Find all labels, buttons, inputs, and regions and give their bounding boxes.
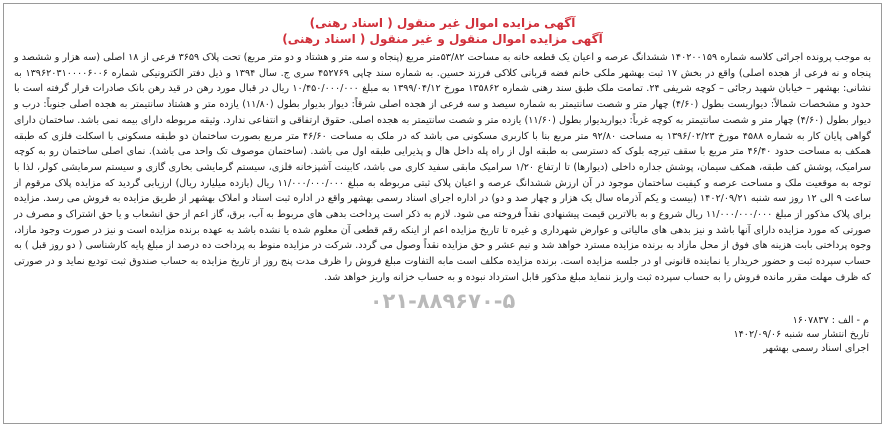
notice-title: آگهی مزایده اموال غیر منقول ( اسناد رهنی) xyxy=(309,16,576,30)
notice-body xyxy=(14,50,871,286)
phone-watermark: ۰۲۱-۸۸۹۶۷۰-۵ xyxy=(369,288,516,313)
notice-subtitle: آگهی مزایده اموال منقول و غیر منقول ( اسناد رهنی) xyxy=(282,32,603,46)
auction-notice xyxy=(3,3,882,424)
notice-footer xyxy=(4,314,869,356)
issuing-office: اجرای اسناد رسمی بهشهر xyxy=(763,342,869,354)
publish-date: تاریخ انتشار سه شنبه ۱۴۰۲/۰۹/۰۶ xyxy=(733,328,869,340)
notice-header xyxy=(4,16,881,47)
notice-paragraph: به موجب پرونده اجرائی کلاسه شماره ۱۴۰۲۰۰۱۵۹ ششدانگ عرصه و اعیان یک قطعه خانه به مساحت ۵۳/۸۲متر مربع (پنجاه و سه متر و هشتاد و دو متر مربع) تحت پلاک ۳۶۵۹ فرعی از ۱۸ اصلی (سه هزار و ششصد و پنجاه و نه فرعی از هجده اصلی) واقع در بخش ۱۷ ثبت بهشهر ملکی خانم فضه قربانی کلاکی فرزند حسین. به شماره سند چاپی ۴۵۲۷۶۹ سری ج. سال ۱۳۹۴ و ذیل دفتر الکترونیکی شماره ۱۳۹۶۲۰۳۱۰۰۰۰۶۰۰۶ به نشانی: بهشهر – خیابان شهید رجائی – کوچه شریفی ۲۴. تمامت ملک طبق سند رهنی شماره ۱۳۵۸۶۲ مورخ ۱۳۹۹/۰۴/۱۲ به مبلغ ۱۰/۴۵۰/۰۰۰/۰۰۰ ریال در قبال مورد رهن در قید رهن بانک صادرات قرار گرفته است با حدود و مشخصات شمالاً: دیواریست بطول (۴/۶۰) چهار متر و شصت سانتیمتر به شماره سیصد و سه فرعی از هجده اصلی شرقاً: دیوار بدیوار بطول (۱۱/۸۰) یازده متر و هشتاد سانتیمتر به هجده اصلی جنوباً: درب و دیوار بطول (۴/۶۰) چهار متر و شصت سانتیمتر به کوچه غرباً: دیواریدیوار بطول (۱۱/۶۰) یازده متر و شصت سانتیمتر به هجده اصلی. حقوق ارتفاقی و انتفاعی ندارد. وثیقه مربوطه دارای بیمه نمی باشد. ساختمان دارای گواهی پایان کار به شماره ۴۵۸۸ مورخ ۱۳۹۶/۰۲/۲۳ به مساحت ۹۲/۸۰ متر مربع بنا با کاربری مسکونی می باشد که در ملک به مساحت ۴۶/۶۰ متر مربع بصورت ساختمان دو طبقه مسکونی با اسکلت فلزی که طبقه همکف به مساحت حدود ۴۶/۴۰ متر مربع با سقف تیرچه بلوک که دسترسی به طبقه اول از راه پله داخل هال و پذیرایی طبقه اول می باشد. (ساختمان موصوف تک واحد می باشد). نمای اصلی ساختمان رو به کوچه سرامیک، پوشش کف طبقه، همکف سیمان، پوشش جداره داخلی (دیوارها) تا ارتفاع ۱/۲۰ سرامیک مابقی سفید کاری می باشد، کابینت آشپزخانه فلزی، سیستم گرمایشی بخاری گازی و سیستم سرمایشی کولر، لذا با توجه به موقعیت ملک و مساحت عرصه و کیفیت ساختمان موجود در آن ارزش ششدانگ عرصه و اعیان پلاک ثبتی مربوطه به مبلغ ۱۱/۰۰۰/۰۰۰/۰۰۰ ریال (یازده میلیارد ریال) ارزیابی گردید که مزایده پلاک مرقوم از ساعت ۹ الی ۱۲ روز سه شنبه ۱۴۰۲/۰۹/۲۱ (بیست و یکم آذرماه سال یک هزار و چهار صد و دو) در اداره اجرای اسناد رسمی بهشهر واقع در اداره ثبت اسناد و املاک بهشهر از طریق مزایده به فروش می رسد. مزایده برای پلاک مذکور از مبلغ ۱۱/۰۰۰/۰۰۰/۰۰۰ ریال شروع و به بالاترین قیمت پیشنهادی نقداً فروخته می شود. لازم به ذکر است پرداخت بدهی های مربوط به آب، برق، گاز اعم از حق انشعاب و یا حق اشتراک و مصرف در صورتی که مورد مزایده دارای آنها باشد و نیز بدهی های مالیاتی و عوارض شهرداری و غیره تا تاریخ مزایده اعم از اینکه رقم قطعی آن معلوم شده یا نشده باشد به عهده برنده مزایده است و نیز در صورت وجود مازاد، وجوه پرداختی بابت هزینه های فوق از محل مازاد به برنده مزایده مسترد خواهد شد و نیم عشر و حق مزایده نقداً وصول می گردد. شرکت در مزایده منوط به پرداخت ده درصد از مبلغ پایه کارشناسی ( دو روز قبل ) به حساب سپرده ثبت و حضور خریدار یا نماینده قانونی او در جلسه مزایده است. برنده مزایده مکلف است مابه التفاوت مبلغ فروش را ظرف مدت پنج روز از تاریخ مزایده به حساب صندوق ثبت تودیع نماید و در صورتی که ظرف مهلت مقرر مانده فروش را به حساب سپرده ثبت واریز ننماید مبلغ مذکور قابل استرداد نبوده و به حساب خزانه واریز خواهد شد. xyxy=(14,52,872,283)
reference-number: م - الف : ۱۶۰۷۸۳۷ xyxy=(792,314,869,326)
